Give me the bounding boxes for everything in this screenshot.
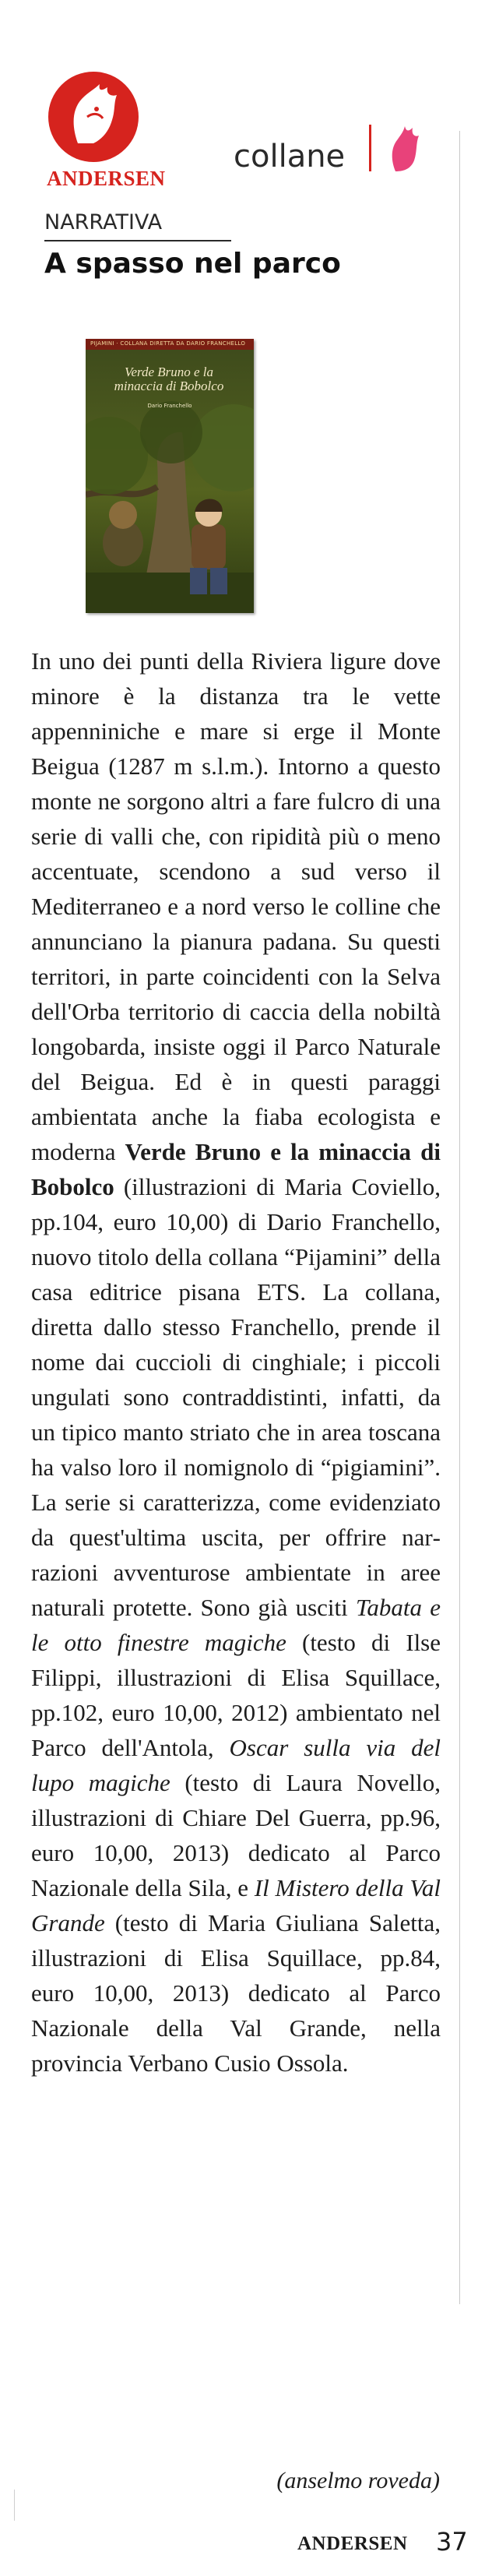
book-title-bold: Verde Bruno e la minaccia di Bobolco [31,1138,441,1200]
andersen-logo-icon [48,72,139,162]
article-body [31,643,441,2081]
book-title-italic: Il Mistero della Val Grande [31,1874,441,1936]
article-text: In uno dei punti della Riviera ligure dove minore è la distanza tra le vette appenniniche e mare si erge il Monte Beigua (1287 m s.l.m.). Intorno a questo monte ne sorgono altri a fare fulcro di una serie di valli che, con ripidità più o meno accentuate, scendono a sud verso il Mediterraneo e a nord verso le colline che annunciano la pianura padana. Su questi territori, in parte coincidenti con la Selva dell'Orba territorio di caccia della nobiltà longobarda, insiste oggi il Parco Naturale del Beigua. Ed è in questi paraggi ambientata anche la fiaba ecologista e moderna [31,647,441,1165]
page-number: 37 [436,2527,468,2557]
margin-mark [14,2490,15,2521]
book-cover [86,339,254,613]
article-text: (illustrazioni di Maria Coviello, pp.104, euro 10,00) di Dario Franchello, nuovo titolo della collana “Pijamini” della casa editrice pisana ETS. La collana, diretta dallo stesso Franchello, prende il nome dai cuccioli di cinghiale; i piccoli ungulati sono contraddistinti, infatti, da un tipico manto striato che in area toscana ha valso loro il nomignolo di “pigiamini”. La serie si caratterizza, come evidenziato da quest'ultima uscita, per offrire narrazioni avventurose ambientate in aree naturali protette. Sono già usciti [31,1173,441,1621]
article-text: (testo di Ilse Filippi, illustrazioni di Elisa Squillace, pp.102, euro 10,00, 2012) ambientato nel Parco dell'Antola, [31,1629,441,1761]
collane-flame-icon [386,125,420,177]
article-text: (testo di Maria Giuliana Saletta, illustrazioni di Elisa Squillace, pp.84, euro 10,00, 2013) dedicato al Parco Nazionale della Val Grande, nella provincia Verbano Cusio Ossola. [31,1909,441,2077]
column-rule [459,131,460,2304]
book-title-italic: Oscar sulla via del lupo magiche [31,1734,441,1796]
series-label: collane [234,139,346,174]
author-signature: (anselmo roveda) [276,2468,440,2493]
section-label: NARRATIVA [44,210,163,234]
footer-brand: ANDERSEN [297,2533,408,2554]
series-divider [369,125,371,171]
cover-title: Verde Bruno e la minaccia di Bobolco [114,365,224,393]
article-text: (testo di Laura Novello, illustrazioni di Chiare Del Guerra, pp.96, euro 10,00, 2013) dedicato al Parco Nazionale della Sila, e [31,1769,441,1901]
book-title-italic: Tabata e le otto finestre magiche [31,1594,441,1656]
article-title: A spasso nel parco [44,248,341,280]
cover-author: Dario Franchello [147,403,192,409]
andersen-logo [47,72,166,191]
section-underline [44,240,231,241]
cover-series-text: PIJAMINI · COLLANA DIRETTA DA DARIO FRANCHELLO [90,340,246,347]
brand-name: ANDERSEN [47,167,166,190]
